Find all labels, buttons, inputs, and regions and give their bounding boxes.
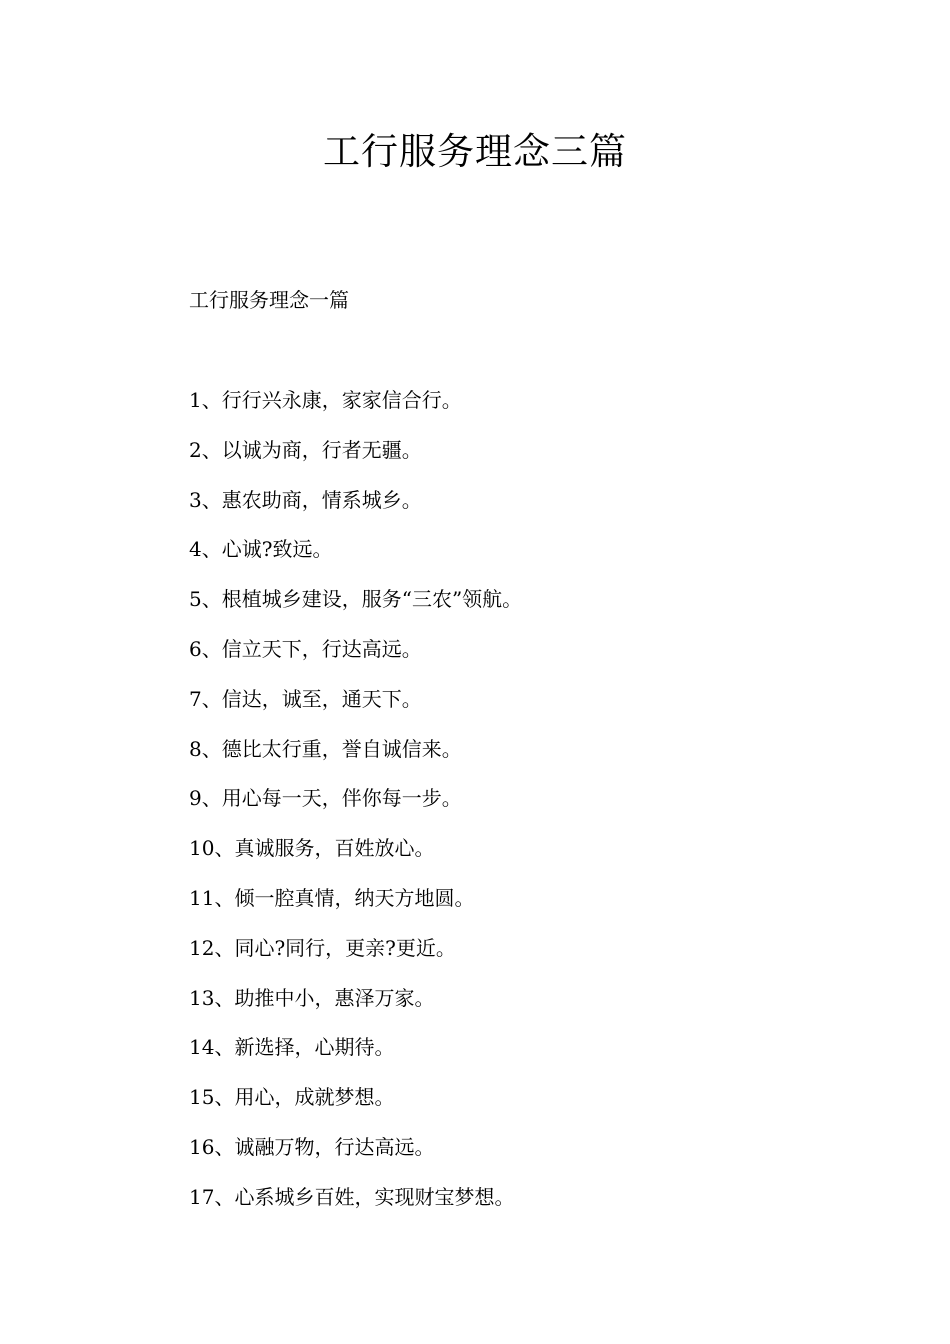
section-heading: 工行服务理念一篇: [189, 288, 349, 312]
list-item: 4、心诚?致远。: [189, 537, 333, 562]
list-item: 15、用心，成就梦想。: [189, 1085, 395, 1110]
slogan-list: [189, 385, 522, 1232]
list-item: 6、信立天下，行达高远。: [189, 636, 422, 661]
list-item: 8、德比太行重，誉自诚信来。: [189, 736, 462, 761]
document-title: 工行服务理念三篇: [323, 130, 627, 173]
list-item: 12、同心?同行，更亲?更近。: [189, 935, 456, 960]
list-item: 14、新选择，心期待。: [189, 1035, 395, 1060]
list-item: 13、助推中小，惠泽万家。: [189, 985, 435, 1010]
list-item: 3、惠农助商，情系城乡。: [189, 487, 422, 512]
list-item: 7、信达，诚至，通天下。: [189, 686, 422, 711]
list-item: 1、行行兴永康，家家信合行。: [189, 388, 462, 412]
list-item: 5、根植城乡建设，服务“三农”领航。: [189, 587, 523, 612]
list-item: 16、诚融万物，行达高远。: [189, 1134, 435, 1159]
list-item: 2、以诚为商，行者无疆。: [189, 437, 422, 462]
list-item: 11、倾一腔真情，纳天方地圆。: [189, 885, 475, 910]
list-item: 9、用心每一天，伴你每一步。: [189, 786, 462, 811]
list-item: 17、心系城乡百姓，实现财宝梦想。: [189, 1184, 515, 1209]
list-item: 10、真诚服务，百姓放心。: [189, 836, 435, 861]
